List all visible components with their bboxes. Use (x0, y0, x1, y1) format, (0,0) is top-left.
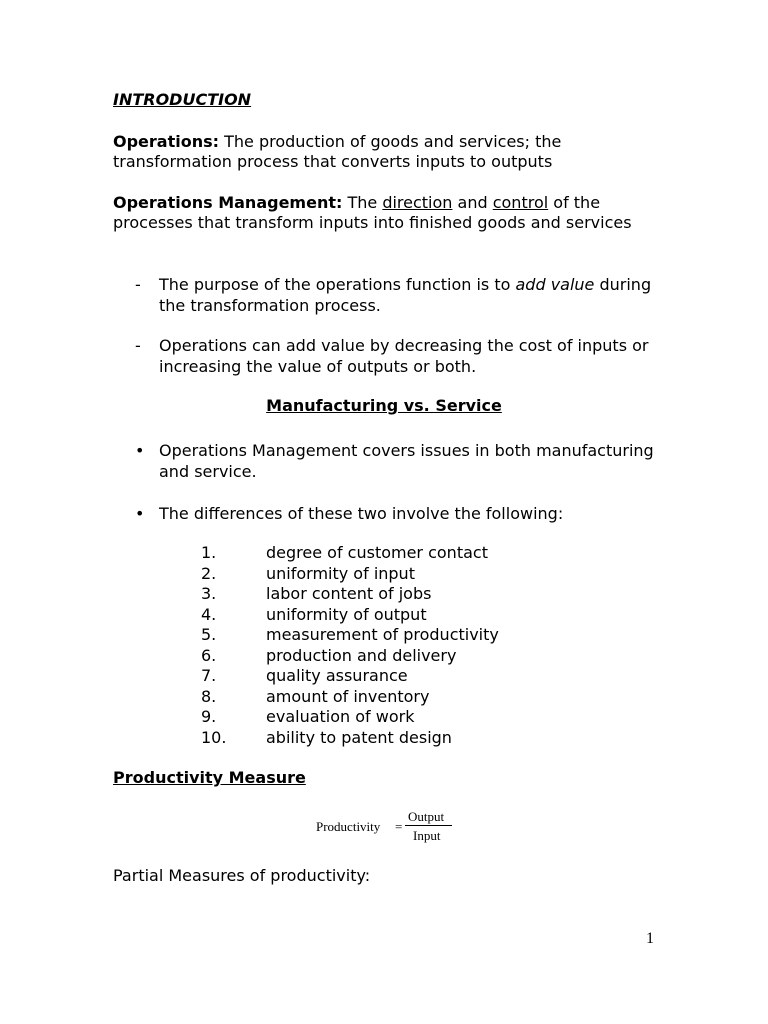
item-text: evaluation of work (266, 707, 415, 726)
list-item-text: Operations Management covers issues in both manufacturing and service. (159, 441, 654, 481)
purpose-text: The purpose of the operations function is to (159, 275, 516, 294)
list-item (201, 687, 561, 708)
list-item (201, 605, 561, 626)
list-item (201, 728, 561, 749)
list-item (201, 666, 561, 687)
list-item (201, 707, 561, 728)
intro-heading: INTRODUCTION (113, 90, 252, 109)
section-heading-manufacturing: Manufacturing vs. Service (266, 396, 502, 415)
item-text: quality assurance (266, 666, 408, 685)
differences-list (201, 543, 561, 748)
item-number: 2. (201, 563, 217, 583)
item-text: uniformity of input (266, 563, 415, 583)
item-number: 6. (201, 645, 217, 665)
fraction-bar (405, 825, 452, 826)
item-text: measurement of productivity (266, 625, 499, 644)
item-text: labor content of jobs (266, 584, 432, 603)
direction-word: direction (382, 193, 453, 212)
dash-marker: - (135, 336, 141, 355)
list-item-text: The differences of these two involve the following: (159, 504, 564, 523)
partial-measures-label: Partial Measures of productivity: (113, 866, 371, 885)
item-number: 4. (201, 604, 217, 624)
item-text: production and delivery (266, 645, 457, 665)
formula-numerator: Output (408, 809, 445, 824)
formula-equals: = (395, 819, 403, 834)
item-number: 9. (201, 707, 217, 726)
operations-term: Operations: (113, 132, 220, 151)
bullet-marker: • (135, 504, 145, 523)
formula-lhs: Productivity (316, 819, 381, 834)
item-number: 8. (201, 686, 217, 706)
item-text: degree of customer contact (266, 543, 488, 562)
list-item (201, 543, 561, 564)
control-word: control (492, 193, 549, 212)
ops-mgmt-text-1: The (342, 193, 383, 212)
item-number: 10. (201, 727, 227, 747)
item-text: amount of inventory (266, 686, 430, 706)
ops-mgmt-term: Operations Management: (113, 193, 343, 212)
operations-text: The production of goods and services; the transformation process that converts inputs to outputs (113, 132, 562, 171)
ops-mgmt-definition (113, 193, 673, 233)
item-text: ability to patent design (266, 727, 452, 747)
list-item-text (159, 274, 659, 316)
list-item (201, 564, 561, 585)
list-item (201, 584, 561, 605)
page-number: 1 (646, 930, 654, 947)
item-number: 7. (201, 666, 217, 685)
list-item (201, 646, 561, 667)
item-text: uniformity of output (266, 604, 427, 624)
purpose-text-end: during the transformation process. (159, 275, 652, 315)
ops-mgmt-text-3: of the processes that transform inputs into finished goods and services (113, 193, 632, 232)
item-number: 3. (201, 584, 217, 603)
item-number: 5. (201, 625, 217, 644)
bullet-marker: • (135, 441, 145, 460)
operations-definition (113, 132, 673, 172)
dash-marker: - (135, 275, 141, 294)
list-item (201, 625, 561, 646)
add-value-emphasis: add value (515, 275, 595, 294)
list-item-text: Operations can add value by decreasing the cost of inputs or increasing the value of outputs or both. (159, 336, 649, 376)
item-number: 1. (201, 543, 217, 562)
ops-mgmt-text-2: and (452, 193, 493, 212)
section-heading-productivity: Productivity Measure (113, 768, 306, 787)
formula-denominator: Input (413, 828, 441, 843)
